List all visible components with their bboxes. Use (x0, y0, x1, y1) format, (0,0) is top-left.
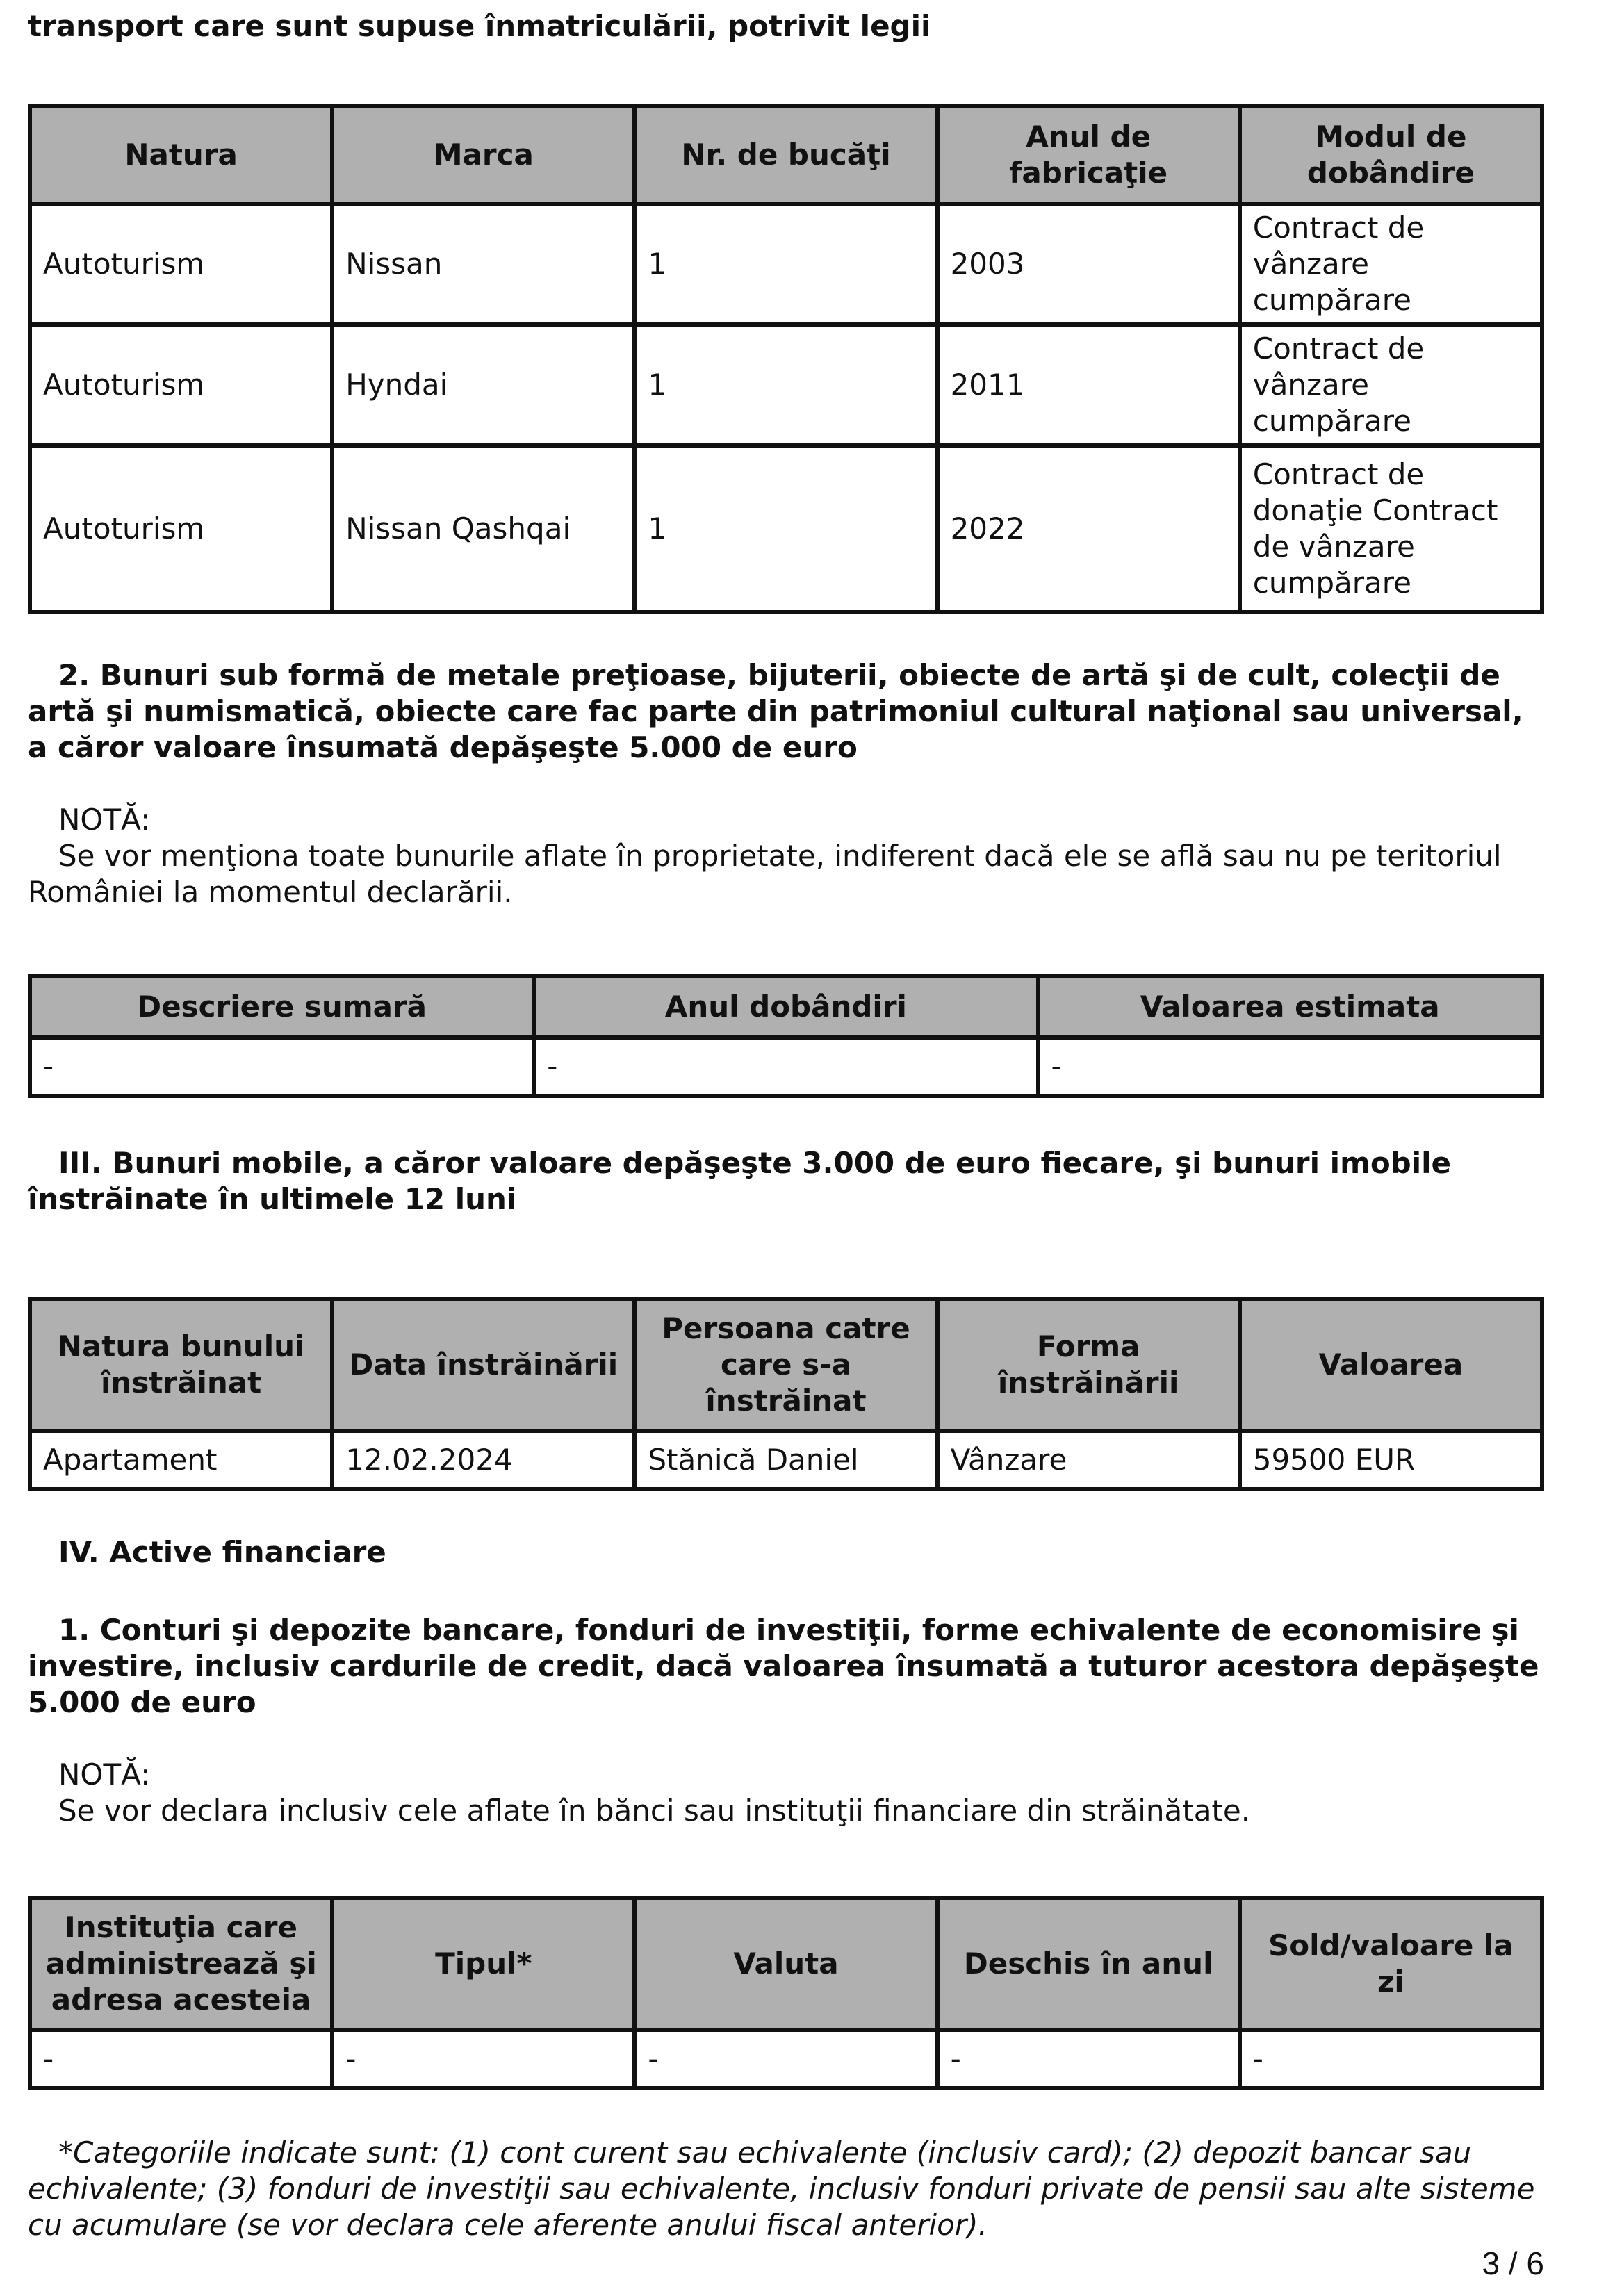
alienated-section-title: III. Bunuri mobile, a căror valoare depăşeşte 3.000 de euro fiecare, şi bunuri imobile înstrăinate în ultimele 12 luni (28, 1146, 1452, 1216)
table-row (30, 204, 1542, 325)
table-header-cell: Sold/valoare la zi (1240, 1898, 1542, 2030)
table-cell: 59500 EUR (1240, 1431, 1542, 1489)
table-cell: Nissan Qashqai (332, 445, 634, 612)
table-cell: 2003 (937, 204, 1240, 325)
note-label: NOTĂ: (58, 1757, 151, 1791)
financial-section-heading: IV. Active financiare (58, 1535, 386, 1569)
table-row (30, 2030, 1542, 2088)
table-cell: - (332, 2030, 634, 2088)
table-row (30, 325, 1542, 445)
table-cell: 1 (634, 445, 937, 612)
financial-section-title: 1. Conturi şi depozite bancare, fonduri de investiţii, forme echivalente de economisire şi investire, inclusiv cardurile de credit, dacă valoarea însumată a tuturor acestora depăşeşte 5.000 de euro (28, 1613, 1539, 1719)
table-cell: Contract de donaţie Contract de vânzare cumpărare (1240, 445, 1542, 612)
table-header-cell: Anul dobândiri (534, 976, 1038, 1038)
table-header-cell: Forma înstrăinării (937, 1299, 1240, 1431)
table-cell: Autoturism (30, 445, 332, 612)
table-header-cell: Instituţia care administrează şi adresa acesteia (30, 1898, 332, 2030)
note-text: Se vor menţiona toate bunurile aflate în proprietate, indiferent dacă ele se află sau nu pe teritoriul României la momentul declarării. (28, 839, 1502, 909)
table-cell: - (937, 2030, 1240, 2088)
table-header-cell: Marca (332, 106, 634, 204)
table-header-cell: Modul de dobândire (1240, 106, 1542, 204)
table-row (30, 445, 1542, 612)
table-header-row (30, 1299, 1542, 1431)
table-header-cell: Valuta (634, 1898, 937, 2030)
table-cell: 1 (634, 325, 937, 445)
table-header-cell: Valoarea estimata (1038, 976, 1543, 1038)
table-cell: - (30, 1038, 534, 1096)
table-header-cell: Nr. de bucăţi (634, 106, 937, 204)
table-header-cell: Valoarea (1240, 1299, 1542, 1431)
table-cell: Apartament (30, 1431, 332, 1489)
footnote: *Categoriile indicate sunt: (1) cont curent sau echivalente (inclusiv card); (2) depozit bancar sau echivalente; (3) fonduri de investiţii sau echivalente, inclusiv fonduri private de pensii sau alte sisteme cu acumulare (se vor declara cele aferente anului fiscal anterior). (28, 2135, 1535, 2242)
note-text: Se vor declara inclusiv cele aflate în bănci sau instituţii financiare din străinătate. (58, 1794, 1251, 1828)
table-header-cell: Natura (30, 106, 332, 204)
table-header-cell: Data înstrăinării (332, 1299, 634, 1431)
alienated-table (28, 1297, 1544, 1491)
table-cell: Contract de vânzare cumpărare (1240, 325, 1542, 445)
table-cell: 12.02.2024 (332, 1431, 634, 1489)
valuables-table (28, 974, 1544, 1098)
table-cell: Stănică Daniel (634, 1431, 937, 1489)
table-cell: Vânzare (937, 1431, 1240, 1489)
table-header-cell: Deschis în anul (937, 1898, 1240, 2030)
table-header-cell: Natura bunului înstrăinat (30, 1299, 332, 1431)
table-cell: - (534, 1038, 1038, 1096)
table-row (30, 1038, 1542, 1096)
document-page (28, 0, 1544, 2243)
table-cell: - (1240, 2030, 1542, 2088)
financial-table (28, 1896, 1544, 2090)
table-cell: - (30, 2030, 332, 2088)
vehicles-table (28, 104, 1544, 614)
table-cell: Autoturism (30, 204, 332, 325)
table-cell: - (634, 2030, 937, 2088)
table-header-row (30, 106, 1542, 204)
valuables-section-title: 2. Bunuri sub formă de metale preţioase, bijuterii, obiecte de artă şi de cult, colecţii de artă şi numismatică, obiecte care fac parte din patrimoniul cultural naţional sau universal, a căror valoare însumată depăşeşte 5.000 de euro (28, 658, 1523, 764)
table-cell: 2022 (937, 445, 1240, 612)
table-row (30, 1431, 1542, 1489)
table-header-cell: Persoana catre care s-a înstrăinat (634, 1299, 937, 1431)
table-cell: Contract de vânzare cumpărare (1240, 204, 1542, 325)
table-cell: Autoturism (30, 325, 332, 445)
table-cell: Nissan (332, 204, 634, 325)
table-header-cell: Anul de fabricaţie (937, 106, 1240, 204)
table-cell: 2011 (937, 325, 1240, 445)
table-header-row (30, 976, 1542, 1038)
table-header-cell: Tipul* (332, 1898, 634, 2030)
table-cell: - (1038, 1038, 1543, 1096)
table-cell: Hyndai (332, 325, 634, 445)
page-number: 3 / 6 (1482, 2245, 1544, 2281)
vehicles-section-title: transport care sunt supuse înmatriculării, potrivit legii (28, 9, 931, 43)
table-header-cell: Descriere sumară (30, 976, 534, 1038)
table-cell: 1 (634, 204, 937, 325)
table-header-row (30, 1898, 1542, 2030)
note-label: NOTĂ: (58, 803, 151, 837)
